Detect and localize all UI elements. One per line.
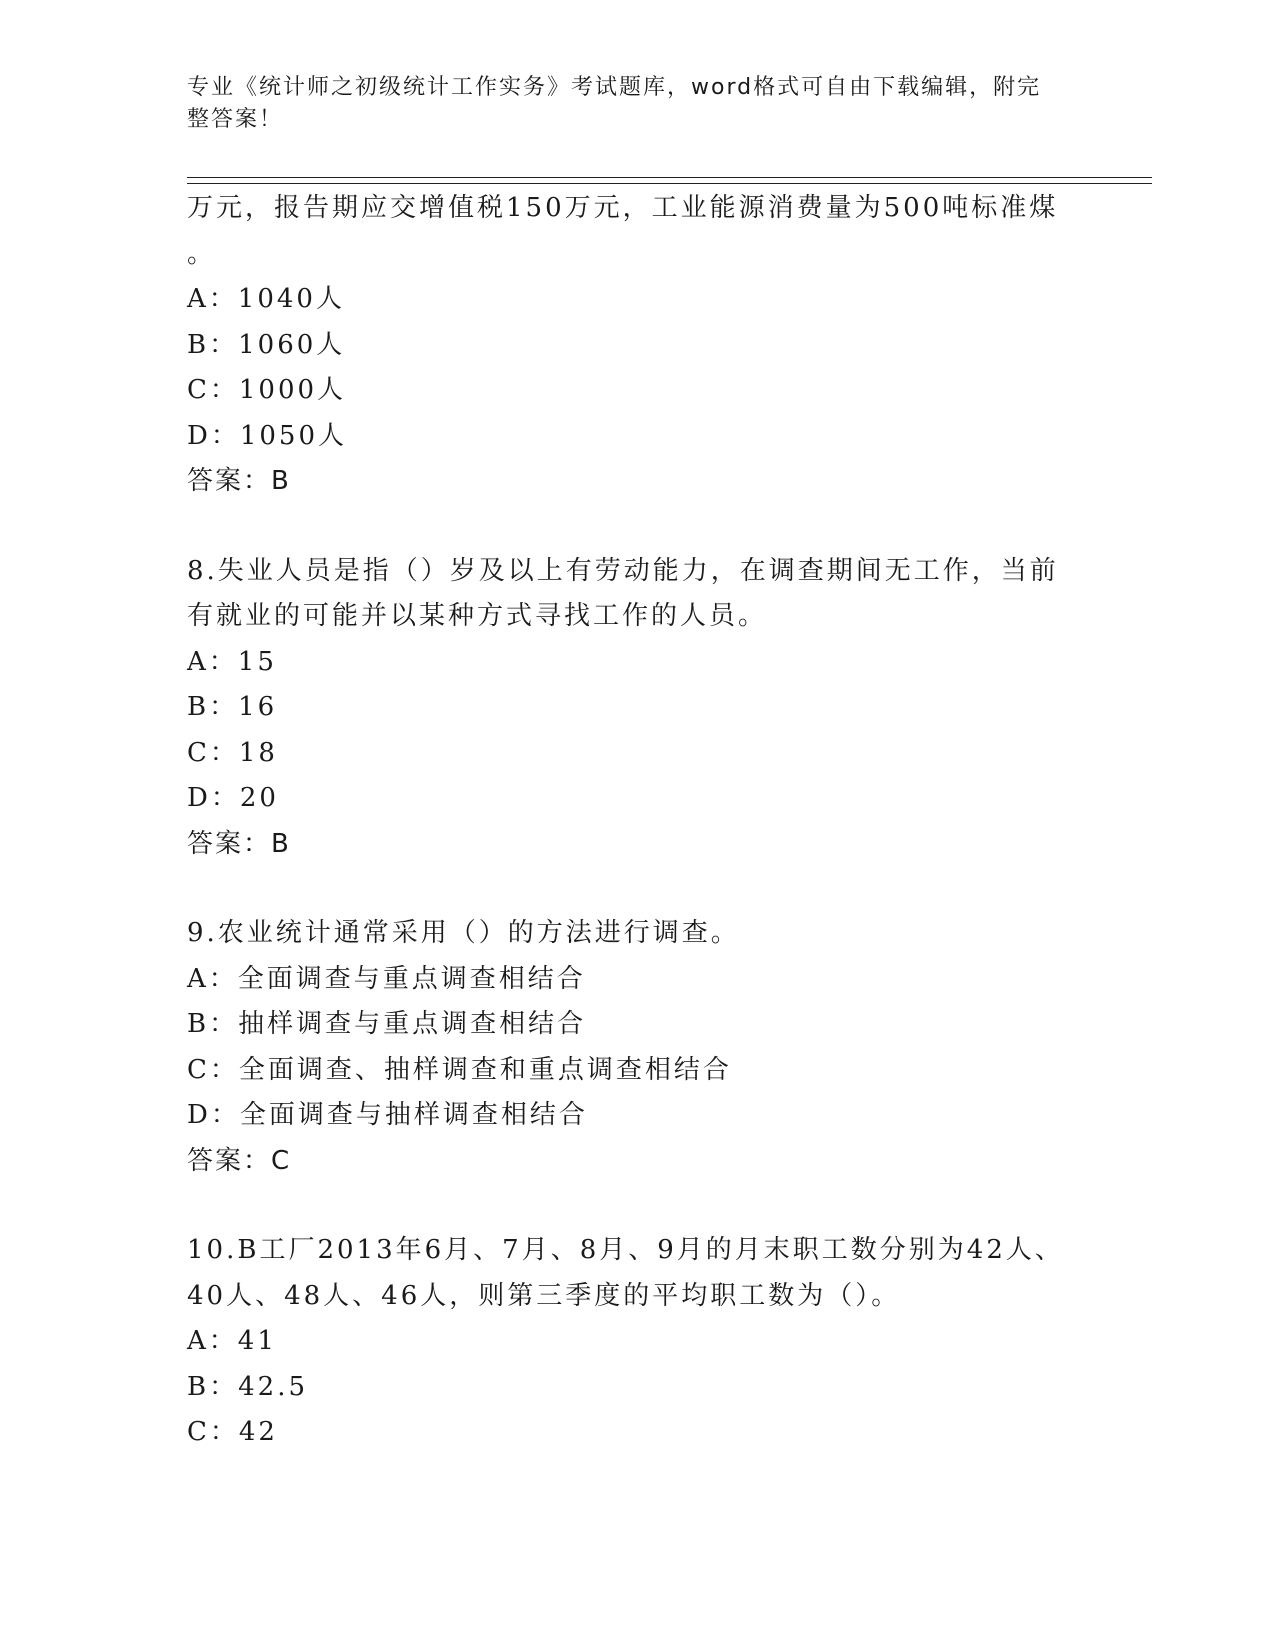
- option-c: C：1000人: [187, 375, 347, 405]
- option-b: B：1060人: [187, 329, 346, 360]
- option-a: A：15: [187, 646, 277, 677]
- question-text-line: 8.失业人员是指（）岁及以上有劳动能力，在调查期间无工作，当前: [187, 555, 1059, 586]
- option-c: C：42: [187, 1417, 278, 1447]
- option-b: B：16: [187, 692, 278, 722]
- header-divider-top: [187, 177, 1152, 178]
- header-line-1: 专业《统计师之初级统计工作实务》考试题库，word格式可自由下载编辑，附完: [187, 75, 1042, 100]
- question-text-line: 10.B工厂2013年6月、7月、8月、9月的月末职工数分别为42人、: [187, 1235, 1064, 1265]
- answer: 答案：B: [187, 466, 291, 496]
- question-text-line: 9.农业统计通常采用（）的方法进行调查。: [187, 918, 740, 948]
- option-a: A：41: [187, 1326, 277, 1356]
- question-text-line: 有就业的可能并以某种方式寻找工作的人员。: [187, 601, 768, 631]
- question-text-line: 40人、48人、46人，则第三季度的平均职工数为（）。: [187, 1280, 901, 1311]
- document-body: [187, 186, 1067, 1456]
- header-divider-bottom: [187, 183, 1152, 184]
- question-9: [187, 911, 1067, 1184]
- option-a: A：1040人: [187, 284, 345, 314]
- document-header: [187, 72, 1077, 136]
- question-10: [187, 1228, 1067, 1456]
- option-d: D：20: [187, 783, 279, 813]
- option-d: D：全面调查与抽样调查相结合: [187, 1100, 588, 1130]
- header-line-2: 整答案！: [187, 107, 284, 132]
- option-b: B：抽样调查与重点调查相结合: [187, 1009, 587, 1039]
- option-d: D：1050人: [187, 420, 348, 451]
- question-7-continued: [187, 186, 1067, 505]
- question-text-line: 。: [187, 238, 217, 269]
- option-b: B：42.5: [187, 1371, 308, 1402]
- option-c: C：18: [187, 737, 278, 768]
- option-c: C：全面调查、抽样调查和重点调查相结合: [187, 1054, 732, 1085]
- answer: 答案：B: [187, 828, 291, 859]
- option-a: A：全面调查与重点调查相结合: [187, 963, 586, 994]
- question-8: [187, 549, 1067, 868]
- question-text-line: 万元，报告期应交增值税150万元，工业能源消费量为500吨标准煤: [187, 193, 1059, 223]
- answer: 答案：C: [187, 1145, 292, 1176]
